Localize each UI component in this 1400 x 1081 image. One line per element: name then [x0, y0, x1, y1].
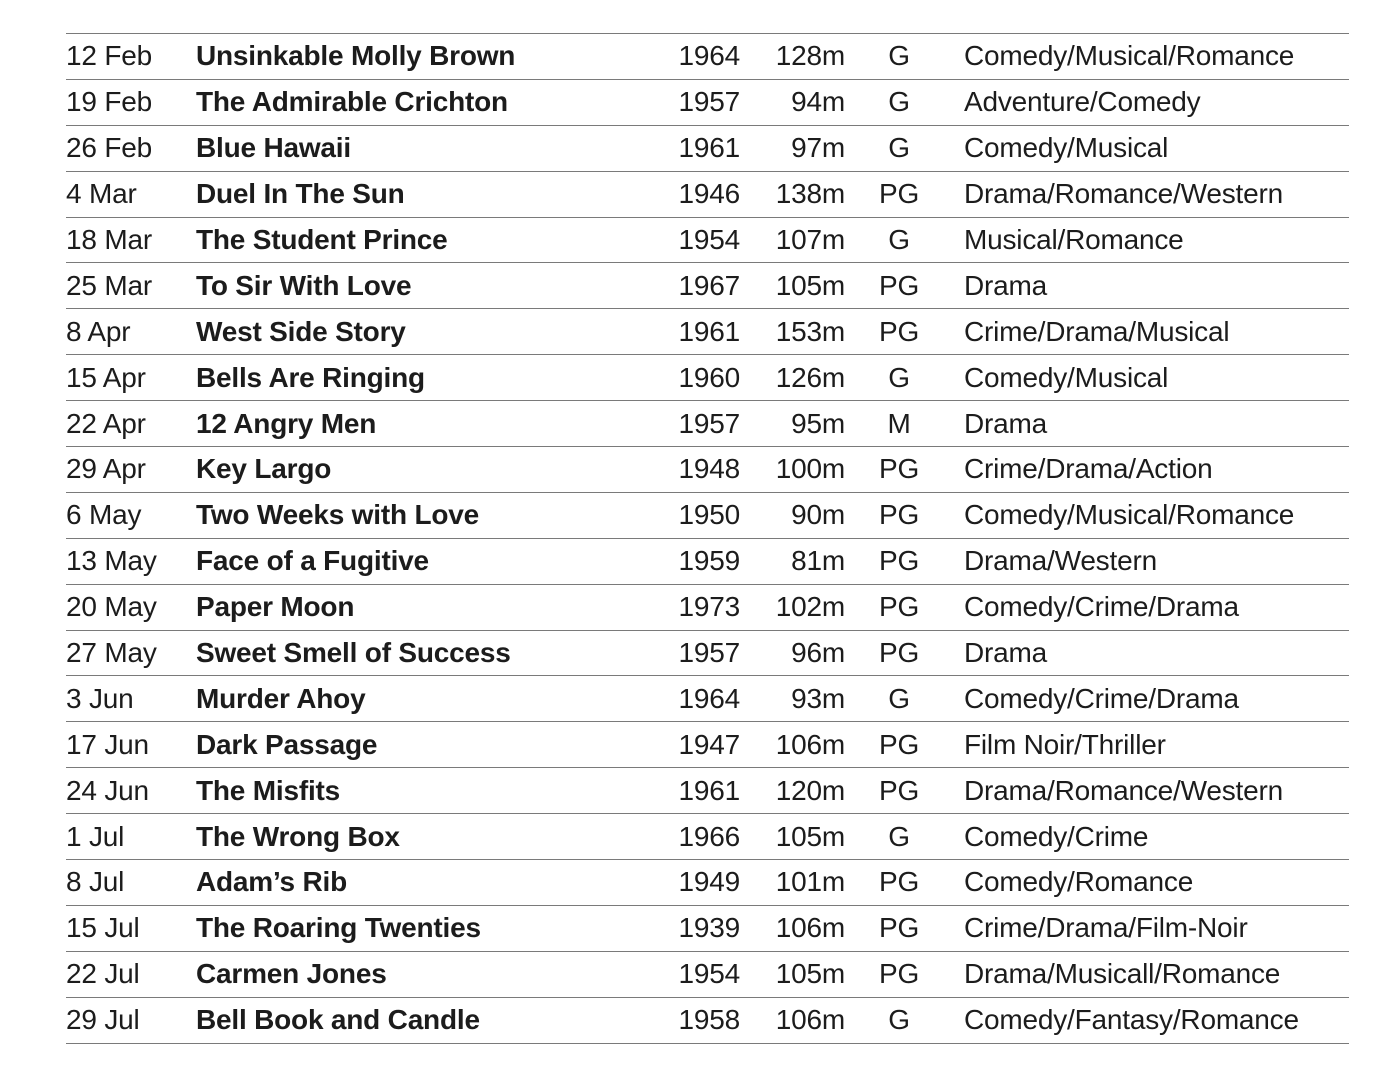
release-year: 1957 [678, 407, 740, 439]
release-year: 1958 [678, 1004, 740, 1036]
table-row [66, 998, 1349, 1044]
classification-rating: G [888, 86, 910, 118]
movie-schedule-table [66, 33, 1349, 1044]
genre: Drama [964, 407, 1048, 439]
classification-rating: PG [878, 637, 920, 669]
release-year: 1939 [678, 912, 740, 944]
table-row [66, 722, 1349, 768]
classification-rating: PG [878, 269, 920, 301]
genre: Crime/Drama/Action [964, 453, 1213, 485]
table-row [66, 80, 1349, 126]
release-year: 1964 [678, 682, 740, 714]
screening-date: 17 Jun [66, 728, 149, 760]
table-row [66, 34, 1349, 80]
running-time: 101m [775, 866, 845, 898]
genre: Comedy/Musical [964, 361, 1169, 393]
table-row [66, 309, 1349, 355]
screening-date: 3 Jun [66, 682, 134, 714]
movie-title: Face of a Fugitive [196, 545, 429, 577]
table-row [66, 539, 1349, 585]
table-row [66, 585, 1349, 631]
running-time: 138m [775, 178, 845, 210]
table-row [66, 631, 1349, 677]
genre: Comedy/Romance [964, 866, 1194, 898]
running-time: 105m [775, 269, 845, 301]
genre: Comedy/Musical [964, 132, 1169, 164]
table-row [66, 768, 1349, 814]
release-year: 1961 [678, 774, 740, 806]
release-year: 1961 [678, 132, 740, 164]
genre: Comedy/Musical/Romance [964, 40, 1295, 72]
table-row [66, 676, 1349, 722]
classification-rating: G [888, 40, 910, 72]
genre: Drama [964, 637, 1048, 669]
classification-rating: PG [878, 315, 920, 347]
movie-title: Dark Passage [196, 728, 378, 760]
screening-date: 26 Feb [66, 132, 152, 164]
running-time: 105m [775, 820, 845, 852]
running-time: 102m [775, 591, 845, 623]
classification-rating: M [887, 407, 911, 439]
release-year: 1946 [678, 178, 740, 210]
table-row [66, 401, 1349, 447]
movie-title: Two Weeks with Love [196, 499, 479, 531]
movie-title: 12 Angry Men [196, 407, 377, 439]
screening-date: 15 Apr [66, 361, 146, 393]
table-row [66, 126, 1349, 172]
genre: Crime/Drama/Musical [964, 315, 1230, 347]
running-time: 106m [775, 728, 845, 760]
table-row [66, 493, 1349, 539]
running-time: 153m [775, 315, 845, 347]
classification-rating: PG [878, 453, 920, 485]
screening-date: 25 Mar [66, 269, 152, 301]
genre: Drama/Romance/Western [964, 178, 1283, 210]
release-year: 1964 [678, 40, 740, 72]
release-year: 1957 [678, 86, 740, 118]
running-time: 100m [775, 453, 845, 485]
release-year: 1961 [678, 315, 740, 347]
screening-date: 27 May [66, 637, 157, 669]
genre: Drama/Western [964, 545, 1157, 577]
screening-date: 29 Apr [66, 453, 146, 485]
classification-rating: PG [878, 912, 920, 944]
table-row [66, 172, 1349, 218]
running-time: 93m [791, 682, 845, 714]
classification-rating: PG [878, 774, 920, 806]
classification-rating: PG [878, 958, 920, 990]
screening-date: 22 Jul [66, 958, 140, 990]
genre: Drama [964, 269, 1048, 301]
table-row [66, 952, 1349, 998]
genre: Musical/Romance [964, 224, 1184, 255]
movie-title: Duel In The Sun [196, 178, 405, 210]
genre: Comedy/Musical/Romance [964, 499, 1295, 531]
screening-date: 12 Feb [66, 40, 152, 72]
movie-title: Bells Are Ringing [196, 361, 425, 393]
release-year: 1954 [678, 224, 740, 255]
classification-rating: G [888, 132, 910, 164]
movie-title: The Misfits [196, 774, 341, 806]
movie-title: Blue Hawaii [196, 132, 351, 164]
table-row [66, 355, 1349, 401]
movie-title: The Roaring Twenties [196, 912, 481, 944]
table-row [66, 218, 1349, 264]
release-year: 1960 [678, 361, 740, 393]
movie-title: Bell Book and Candle [196, 1004, 480, 1036]
screening-date: 22 Apr [66, 407, 146, 439]
movie-title: Key Largo [196, 453, 332, 485]
running-time: 106m [775, 912, 845, 944]
genre: Film Noir/Thriller [964, 728, 1166, 760]
release-year: 1959 [678, 545, 740, 577]
movie-title: Sweet Smell of Success [196, 637, 511, 669]
classification-rating: PG [878, 178, 920, 210]
classification-rating: G [888, 820, 910, 852]
movie-title: Carmen Jones [196, 958, 387, 990]
running-time: 94m [791, 86, 845, 118]
classification-rating: G [888, 361, 910, 393]
release-year: 1949 [678, 866, 740, 898]
screening-date: 19 Feb [66, 86, 152, 118]
classification-rating: PG [878, 499, 920, 531]
running-time: 106m [775, 1004, 845, 1036]
screening-date: 1 Jul [66, 820, 125, 852]
screening-date: 6 May [66, 499, 142, 531]
release-year: 1966 [678, 820, 740, 852]
running-time: 90m [791, 499, 845, 531]
screening-date: 24 Jun [66, 774, 149, 806]
movie-title: To Sir With Love [196, 269, 412, 301]
screening-date: 8 Apr [66, 315, 131, 347]
running-time: 81m [791, 545, 845, 577]
movie-title: The Student Prince [196, 224, 448, 255]
movie-title: Unsinkable Molly Brown [196, 40, 516, 72]
table-row [66, 263, 1349, 309]
movie-title: The Wrong Box [196, 820, 400, 852]
classification-rating: G [888, 1004, 910, 1036]
classification-rating: G [888, 682, 910, 714]
genre: Drama/Romance/Western [964, 774, 1283, 806]
release-year: 1973 [678, 591, 740, 623]
screening-date: 8 Jul [66, 866, 125, 898]
table-row [66, 860, 1349, 906]
release-year: 1950 [678, 499, 740, 531]
table-row [66, 814, 1349, 860]
table-row [66, 447, 1349, 493]
genre: Adventure/Comedy [964, 86, 1201, 118]
release-year: 1947 [678, 728, 740, 760]
release-year: 1967 [678, 269, 740, 301]
genre: Comedy/Fantasy/Romance [964, 1004, 1299, 1036]
classification-rating: G [888, 224, 910, 255]
movie-title: Paper Moon [196, 591, 355, 623]
movie-title: West Side Story [196, 315, 406, 347]
running-time: 97m [791, 132, 845, 164]
running-time: 126m [775, 361, 845, 393]
classification-rating: PG [878, 545, 920, 577]
movie-title: Adam’s Rib [196, 866, 347, 898]
release-year: 1948 [678, 453, 740, 485]
screening-date: 20 May [66, 591, 157, 623]
classification-rating: PG [878, 728, 920, 760]
running-time: 107m [775, 224, 845, 255]
screening-date: 29 Jul [66, 1004, 140, 1036]
release-year: 1954 [678, 958, 740, 990]
genre: Comedy/Crime/Drama [964, 682, 1239, 714]
movie-title: Murder Ahoy [196, 682, 366, 714]
genre: Crime/Drama/Film-Noir [964, 912, 1248, 944]
screening-date: 15 Jul [66, 912, 140, 944]
release-year: 1957 [678, 637, 740, 669]
table-row [66, 906, 1349, 952]
screening-date: 18 Mar [66, 224, 152, 255]
genre: Comedy/Crime/Drama [964, 591, 1239, 623]
genre: Drama/Musicall/Romance [964, 958, 1281, 990]
running-time: 95m [791, 407, 845, 439]
classification-rating: PG [878, 591, 920, 623]
classification-rating: PG [878, 866, 920, 898]
screening-date: 13 May [66, 545, 157, 577]
running-time: 96m [791, 637, 845, 669]
genre: Comedy/Crime [964, 820, 1149, 852]
screening-date: 4 Mar [66, 178, 137, 210]
running-time: 120m [775, 774, 845, 806]
running-time: 105m [775, 958, 845, 990]
movie-title: The Admirable Crichton [196, 86, 508, 118]
running-time: 128m [775, 40, 845, 72]
